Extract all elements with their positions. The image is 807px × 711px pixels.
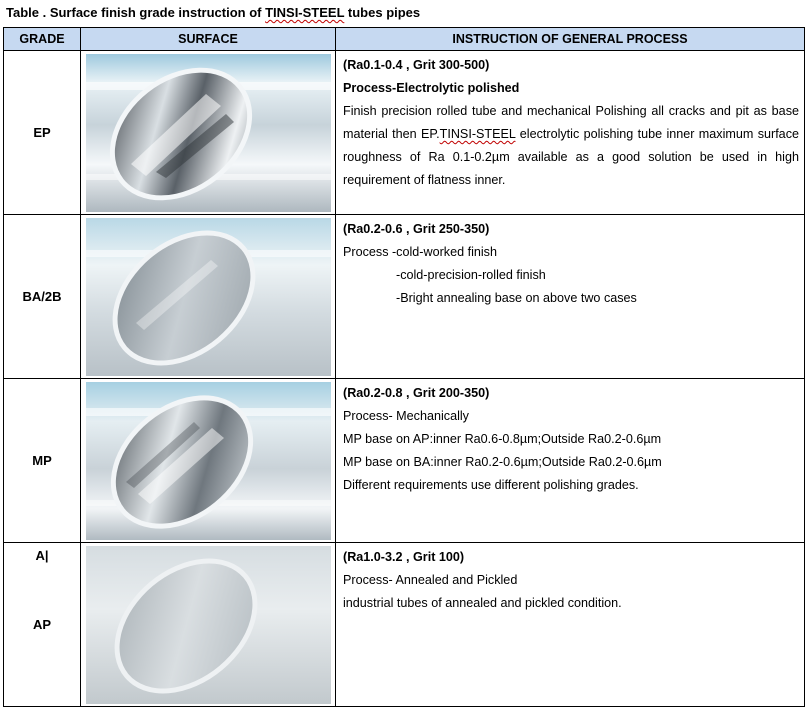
process-line: MP base on AP:inner Ra0.6-0.8µm;Outside Ra0.2-0.6µm: [343, 432, 662, 446]
table-row: [4, 51, 805, 215]
header-instruction: INSTRUCTION OF GENERAL PROCESS: [336, 28, 805, 51]
spec-text: (Ra0.2-0.6 , Grit 250-350): [343, 222, 490, 236]
surface-cell: [81, 543, 336, 707]
table-row: [4, 543, 805, 707]
process-line: Process- Annealed and Pickled: [343, 573, 518, 587]
grade-fragment: A|: [35, 547, 49, 563]
process-line: -Bright annealing base on above two cases: [396, 291, 637, 305]
table-row: [4, 215, 805, 379]
ap-tube-image: [86, 546, 331, 704]
process-line: Process- Mechanically: [343, 409, 469, 423]
process-line: -cold-precision-rolled finish: [396, 268, 546, 282]
grade-label: AP: [32, 616, 52, 632]
description-text: Finish precision rolled tube and mechanical Polishing all cracks and pit as base material then EP.TINSI-STEEL electrolytic polishing tube inner maximum surface roughness of Ra 0.1-0.2µm available as a good solution be used in high requirement of flatness inner.: [343, 104, 799, 187]
grade-cell: MP: [4, 379, 81, 543]
grade-cell: [4, 543, 81, 707]
instruction-cell: [336, 379, 805, 543]
header-grade: GRADE: [4, 28, 81, 51]
process-line: Different requirements use different polishing grades.: [343, 478, 639, 492]
process-title: Process-Electrolytic polished: [343, 81, 520, 95]
spec-text: (Ra0.1-0.4 , Grit 300-500): [343, 58, 490, 72]
mp-tube-image: [86, 382, 331, 540]
ep-tube-image: [86, 54, 331, 212]
instruction-cell: [336, 543, 805, 707]
grade-cell: EP: [4, 51, 81, 215]
header-surface: SURFACE: [81, 28, 336, 51]
header-row: [4, 28, 805, 51]
process-line: Process -cold-worked finish: [343, 245, 497, 259]
surface-cell: [81, 51, 336, 215]
spec-text: (Ra0.2-0.8 , Grit 200-350): [343, 386, 490, 400]
process-line: industrial tubes of annealed and pickled condition.: [343, 596, 622, 610]
spec-text: (Ra1.0-3.2 , Grit 100): [343, 550, 465, 564]
ba-tube-image: [86, 218, 331, 376]
surface-finish-table: [3, 27, 805, 707]
process-line: MP base on BA:inner Ra0.2-0.6µm;Outside Ra0.2-0.6µm: [343, 455, 662, 469]
grade-cell: BA/2B: [4, 215, 81, 379]
caption-brand: TINSI-STEEL: [265, 5, 345, 20]
table-caption: Table . Surface finish grade instruction of TINSI-STEEL tubes pipes: [6, 5, 421, 20]
instruction-cell: [336, 51, 805, 215]
instruction-cell: [336, 215, 805, 379]
table-row: [4, 379, 805, 543]
surface-cell: [81, 215, 336, 379]
surface-cell: [81, 379, 336, 543]
